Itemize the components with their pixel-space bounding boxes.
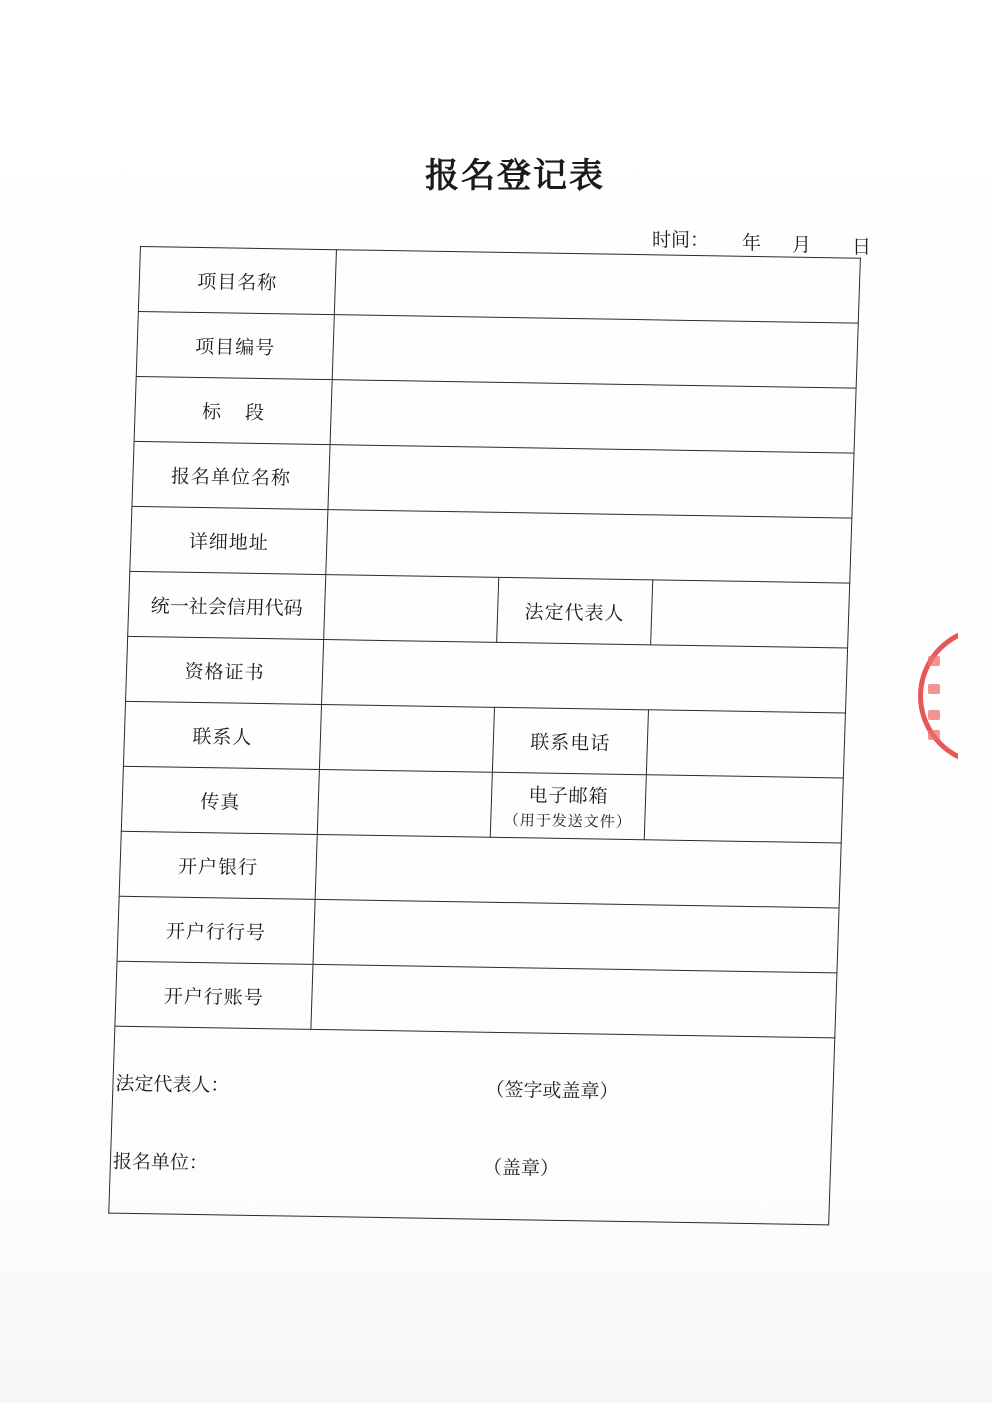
bank-account-field[interactable] bbox=[311, 964, 837, 1037]
seal-mark bbox=[928, 656, 940, 666]
signature-area bbox=[109, 1026, 835, 1225]
legal-rep-signature-hint: （签字或盖章） bbox=[485, 1078, 619, 1103]
table-row bbox=[128, 571, 850, 648]
seal-ring bbox=[918, 626, 958, 766]
bank-code-field[interactable] bbox=[313, 899, 839, 972]
registration-form bbox=[108, 246, 860, 1225]
unit-seal-hint: （盖章） bbox=[482, 1156, 560, 1180]
table-row bbox=[138, 247, 860, 324]
credit-code-field[interactable] bbox=[324, 575, 499, 643]
date-month: 月 bbox=[792, 234, 812, 256]
project-name-field[interactable] bbox=[334, 250, 860, 323]
bank-code-label: 开户行行号 bbox=[117, 896, 315, 964]
table-row bbox=[126, 636, 848, 713]
legal-rep-label: 法定代表人 bbox=[497, 577, 653, 644]
qualification-label: 资格证书 bbox=[126, 636, 324, 704]
seal-mark bbox=[928, 730, 940, 740]
contact-field[interactable] bbox=[319, 705, 494, 773]
applicant-name-label: 报名单位名称 bbox=[132, 441, 330, 509]
seal-mark bbox=[928, 684, 940, 694]
applicant-name-field[interactable] bbox=[328, 445, 854, 518]
document-title: 报名登记表 bbox=[425, 156, 605, 196]
address-label: 详细地址 bbox=[130, 506, 328, 574]
bank-label: 开户银行 bbox=[119, 831, 317, 899]
table-row bbox=[136, 311, 858, 388]
address-field[interactable] bbox=[326, 510, 852, 583]
table-row bbox=[117, 896, 839, 973]
bank-field[interactable] bbox=[315, 834, 841, 907]
credit-code-label: 统一社会信用代码 bbox=[128, 571, 326, 639]
table-row bbox=[119, 831, 841, 908]
fax-label: 传真 bbox=[121, 766, 319, 834]
bank-account-label: 开户行账号 bbox=[115, 961, 313, 1029]
date-year: 年 bbox=[742, 232, 762, 254]
date-label: 时间： bbox=[652, 229, 710, 251]
project-number-field[interactable] bbox=[332, 315, 858, 388]
project-name-label: 项目名称 bbox=[138, 247, 336, 315]
red-seal-stamp bbox=[918, 626, 958, 766]
table-row bbox=[134, 376, 856, 453]
seal-mark bbox=[928, 710, 940, 720]
table-row bbox=[121, 766, 843, 843]
table-row bbox=[115, 961, 837, 1038]
section-label-cell bbox=[134, 376, 332, 444]
section-field[interactable] bbox=[330, 380, 856, 453]
email-field[interactable] bbox=[644, 775, 843, 843]
unit-seal-label: 报名单位： bbox=[112, 1150, 209, 1175]
phone-field[interactable] bbox=[646, 710, 845, 778]
legal-rep-signature-row bbox=[115, 1069, 619, 1103]
email-note: （用于发送文件） bbox=[503, 810, 633, 832]
email-label-cell bbox=[490, 772, 646, 839]
date-day: 日 bbox=[852, 236, 872, 258]
qualification-field[interactable] bbox=[322, 640, 848, 713]
contact-label: 联系人 bbox=[123, 701, 321, 769]
table-row bbox=[132, 441, 854, 518]
legal-rep-signature-label: 法定代表人： bbox=[115, 1072, 230, 1097]
project-number-label: 项目编号 bbox=[136, 311, 334, 379]
phone-label: 联系电话 bbox=[492, 707, 648, 774]
section-label: 标段 bbox=[201, 400, 289, 424]
legal-rep-field[interactable] bbox=[651, 580, 850, 648]
table-row bbox=[109, 1026, 835, 1225]
fax-field[interactable] bbox=[317, 769, 492, 837]
table-row bbox=[123, 701, 845, 778]
table-row bbox=[130, 506, 852, 583]
unit-seal-row bbox=[112, 1147, 560, 1180]
email-label: 电子邮箱 bbox=[528, 784, 609, 808]
